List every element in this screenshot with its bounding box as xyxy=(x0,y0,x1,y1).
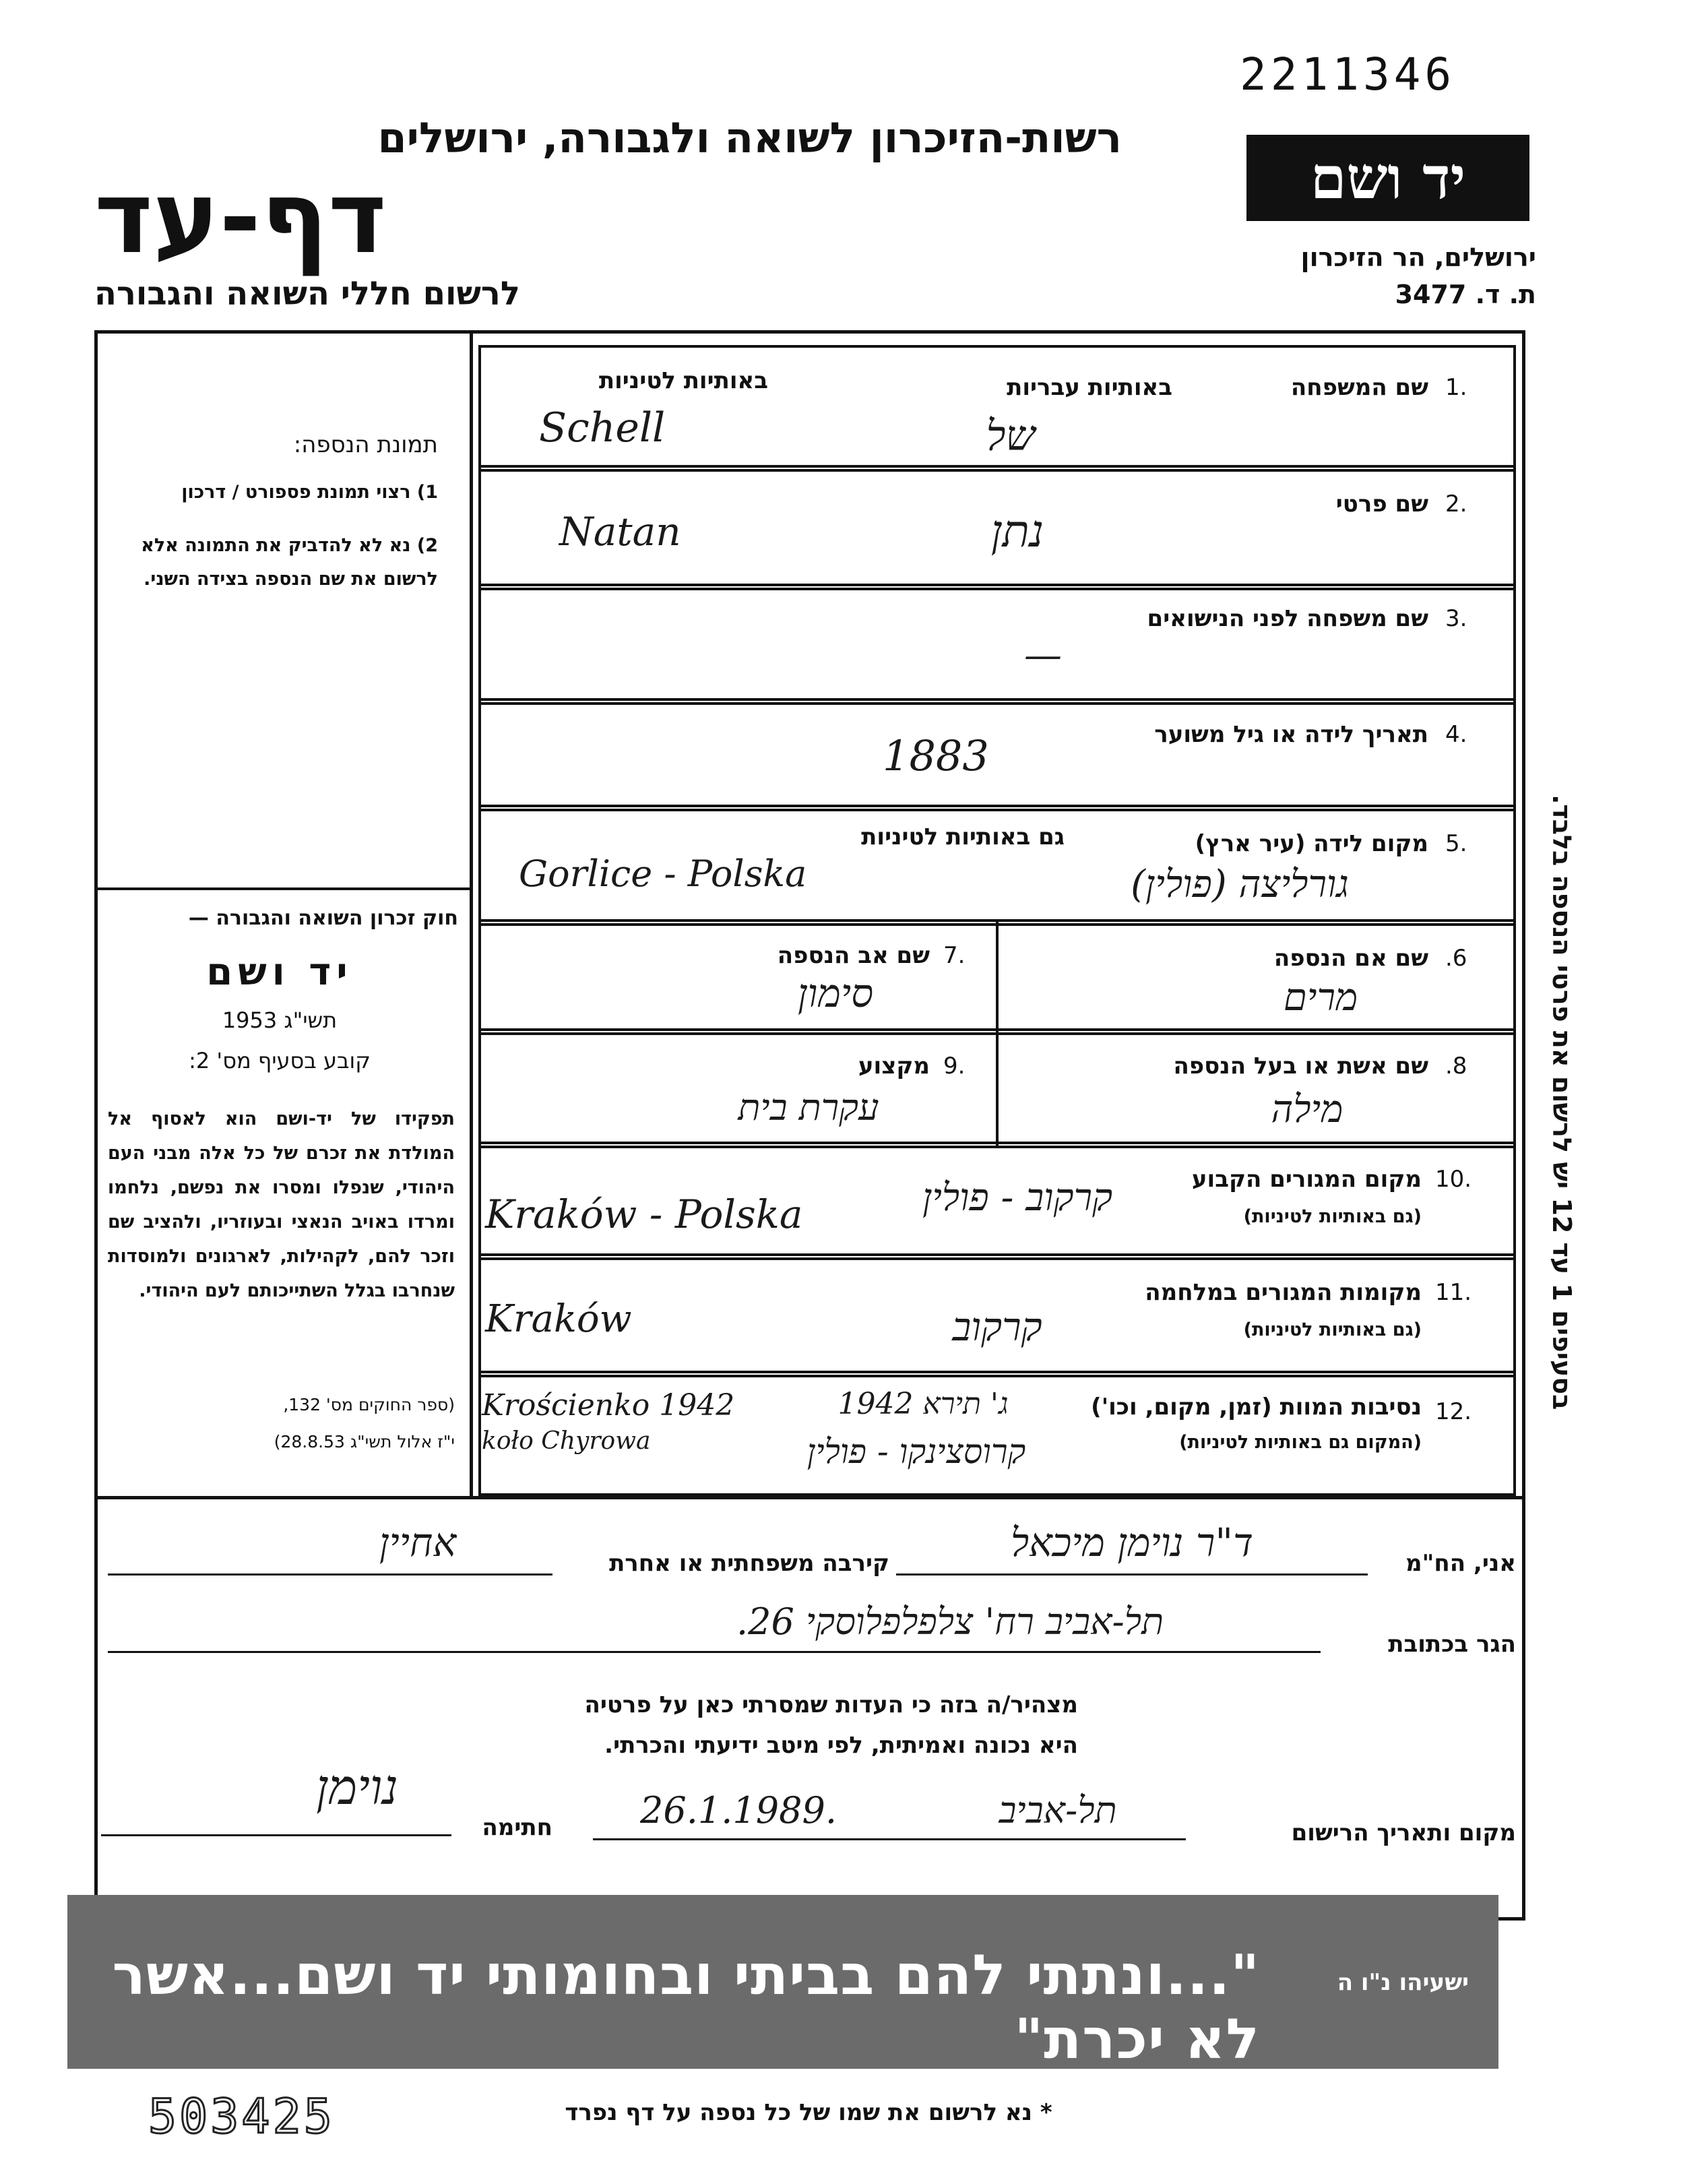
law-yad-vashem: יד ושם xyxy=(206,950,353,994)
photo-note-item-2: 2) נא לא להדביק את התמונה אלא לרשום את שם הנספה בצידה השני. xyxy=(141,535,438,590)
field-12-label: נסיבות המוות (זמן, מקום, וכו') xyxy=(1091,1394,1422,1421)
field-1-latin-value: Schell xyxy=(539,404,666,451)
statement-line-2: היא נכונה ואמיתית, לפי מיטב ידיעתי והכרתי. xyxy=(604,1732,1078,1759)
field-7-value: סימון xyxy=(797,970,874,1016)
address-line-2: ת. ד. 3477 xyxy=(1395,280,1536,309)
field-4-label: תאריך לידה או גיל משוער xyxy=(1154,721,1428,748)
field-10-label: מקום המגורים הקבוע xyxy=(1191,1166,1422,1193)
footer-note: * נא לרשום את שמו של כל נספה על דף נפרד xyxy=(565,2099,1052,2126)
field-10-latin-value: Kraków - Polska xyxy=(485,1191,803,1237)
relation-line xyxy=(108,1573,552,1575)
field-12-note: (המקום גם באותיות לטיניות) xyxy=(1179,1432,1422,1453)
side-note: בסעיפים 1 עד 12 יש לרשום את פרטי הנספה בלבד. xyxy=(1547,794,1577,1410)
field-1-hebrew-column-header: באותיות עבריות xyxy=(1007,374,1172,401)
field-12-number: 12. xyxy=(1435,1398,1472,1425)
form-title: דף-עד xyxy=(94,160,387,276)
field-row-3 xyxy=(478,584,1516,705)
document-number: 2211346 xyxy=(1240,49,1456,100)
yad-vashem-logo xyxy=(1246,135,1529,221)
date-value: 26.1.1989. xyxy=(640,1789,837,1832)
field-12-hebrew-value: ג' תירא 1942 xyxy=(837,1387,1009,1421)
field-1-latin-column-header: באותיות לטיניות xyxy=(598,367,768,394)
field-5-latin-value: Gorlice - Polska xyxy=(519,852,807,895)
banner-quote: "...ונתתי להם בביתי ובחומותי יד ושם...אשר לא יכרת" xyxy=(112,1943,1260,2071)
field-10-number: 10. xyxy=(1435,1166,1472,1193)
field-2-latin-value: Natan xyxy=(559,509,681,555)
field-6-number: .6 xyxy=(1445,945,1467,972)
field-7-label: שם אב הנספה xyxy=(777,942,930,969)
field-5-number: 5. xyxy=(1445,830,1467,857)
relation-label: קירבה משפחתית או אחרת xyxy=(609,1550,889,1577)
field-10-note: (גם באותיות לטיניות) xyxy=(1243,1206,1422,1227)
banner-source: ישעיהו נ"ו ה xyxy=(1337,1969,1469,1996)
law-box-separator xyxy=(94,887,472,890)
declarant-line xyxy=(896,1573,1368,1575)
place-value: תל-אביב xyxy=(999,1789,1117,1832)
field-8-number: .8 xyxy=(1445,1053,1467,1080)
field-12-hebrew-value-2: קרוסצינקו - פולין xyxy=(806,1432,1026,1471)
place-date-label: מקום ותאריך הרישום xyxy=(1291,1819,1516,1846)
organization-name: רשות-הזיכרון לשואה ולגבורה, ירושלים xyxy=(377,113,1122,162)
law-year: תשי"ג 1953 xyxy=(222,1007,338,1033)
field-8-value: מילה xyxy=(1271,1088,1343,1131)
field-1-number: 1. xyxy=(1445,374,1467,401)
field-11-number: 11. xyxy=(1435,1279,1472,1306)
field-10-hebrew-value: קרקוב - פולין xyxy=(922,1176,1113,1220)
field-12-latin-value-2: koło Chyrowa xyxy=(482,1427,651,1455)
address-line xyxy=(108,1651,1321,1653)
field-8-label: שם אשת או בעל הנספה xyxy=(1173,1053,1428,1080)
field-6-label: שם אם הנספה xyxy=(1273,945,1428,972)
photo-note-item-1: 1) רצוי תמונת פספורט / דרכון xyxy=(181,482,438,503)
address-label: הגר בכתובת xyxy=(1388,1631,1516,1658)
signature-value: נוימן xyxy=(316,1759,398,1815)
field-11-hebrew-value: קרקוב xyxy=(952,1304,1042,1350)
field-9-number: 9. xyxy=(943,1053,966,1080)
row-6-9-split xyxy=(996,919,999,1148)
field-11-note: (גם באותיות לטיניות) xyxy=(1243,1319,1422,1340)
field-1-label: שם המשפחה xyxy=(1290,374,1428,401)
field-4-number: 4. xyxy=(1445,721,1467,748)
relation-value: אחיין xyxy=(379,1520,457,1565)
field-5-note: גם באותיות לטיניות xyxy=(861,823,1065,850)
field-3-value: — xyxy=(1024,633,1062,677)
logo-text: יד ושם xyxy=(1310,144,1466,212)
field-4-value: 1883 xyxy=(883,731,989,780)
form-subtitle: לרשום חללי השואה והגבורה xyxy=(94,275,520,313)
statement-line-1: מצהיר/ה בזה כי העדות שמסרתי כאן על פרטיה xyxy=(584,1691,1078,1718)
place-date-line xyxy=(593,1838,1186,1840)
field-row-4 xyxy=(478,698,1516,811)
field-2-number: 2. xyxy=(1445,491,1467,518)
law-reference-1: (ספר החוקים מס' 132, xyxy=(283,1395,455,1414)
field-9-value: עקרת בית xyxy=(738,1086,879,1129)
field-9-label: מקצוע xyxy=(858,1053,930,1080)
quote-banner xyxy=(67,1895,1498,2069)
address-line-1: ירושלים, הר הזיכרון xyxy=(1300,243,1536,272)
field-3-label: שם משפחה לפני הנישואים xyxy=(1147,605,1428,632)
declaration-separator xyxy=(94,1496,1525,1499)
field-1-hebrew-value: של xyxy=(986,411,1036,460)
left-column-divider xyxy=(470,330,473,1496)
field-5-label: מקום לידה (עיר ארץ) xyxy=(1195,830,1428,857)
field-7-number: 7. xyxy=(943,942,966,969)
field-11-latin-value: Kraków xyxy=(485,1297,632,1341)
signature-line xyxy=(101,1834,451,1836)
field-11-label: מקומות המגורים במלחמה xyxy=(1145,1279,1422,1306)
law-clause: קובע בסעיף מס' 2: xyxy=(189,1048,371,1073)
declarant-value: ד"ר נוימן מיכאל xyxy=(1011,1520,1253,1565)
law-reference-2: י"ז אלול תשי"ג 28.8.53) xyxy=(274,1432,455,1452)
field-5-hebrew-value: גורליצה (פולין) xyxy=(1131,863,1349,906)
photo-note-title: תמונת הנספה: xyxy=(293,431,438,458)
field-3-number: 3. xyxy=(1445,605,1467,632)
declarant-label: אני, הח"מ xyxy=(1405,1550,1516,1577)
law-body: תפקידו של יד-ושם הוא לאסוף אל המולדת את זכרם של כל אלה מבני העם היהודי, שנפלו ומסרו את נפשם, נלחמו ומרדו באויב הנאצי ובעוזריו, ולהציב שם וזכר להם, לקהילות, לארגונים ולמוסדות שנחרבו בגלל השתייכותם לעם היהודי. xyxy=(108,1109,455,1301)
field-6-value: מרים xyxy=(1283,976,1358,1020)
field-2-label: שם פרטי xyxy=(1335,491,1428,518)
stamp-number: 503425 xyxy=(148,2089,335,2144)
signature-label: חתימה xyxy=(482,1814,552,1841)
address-value: תל-אביב רח' צלפלפלוסקי 26. xyxy=(736,1600,1164,1643)
field-12-latin-value: Krościenko 1942 xyxy=(482,1388,735,1423)
field-2-hebrew-value: נתן xyxy=(990,505,1044,557)
law-title-line: חוק זכרון השואה והגבורה — xyxy=(188,906,458,930)
